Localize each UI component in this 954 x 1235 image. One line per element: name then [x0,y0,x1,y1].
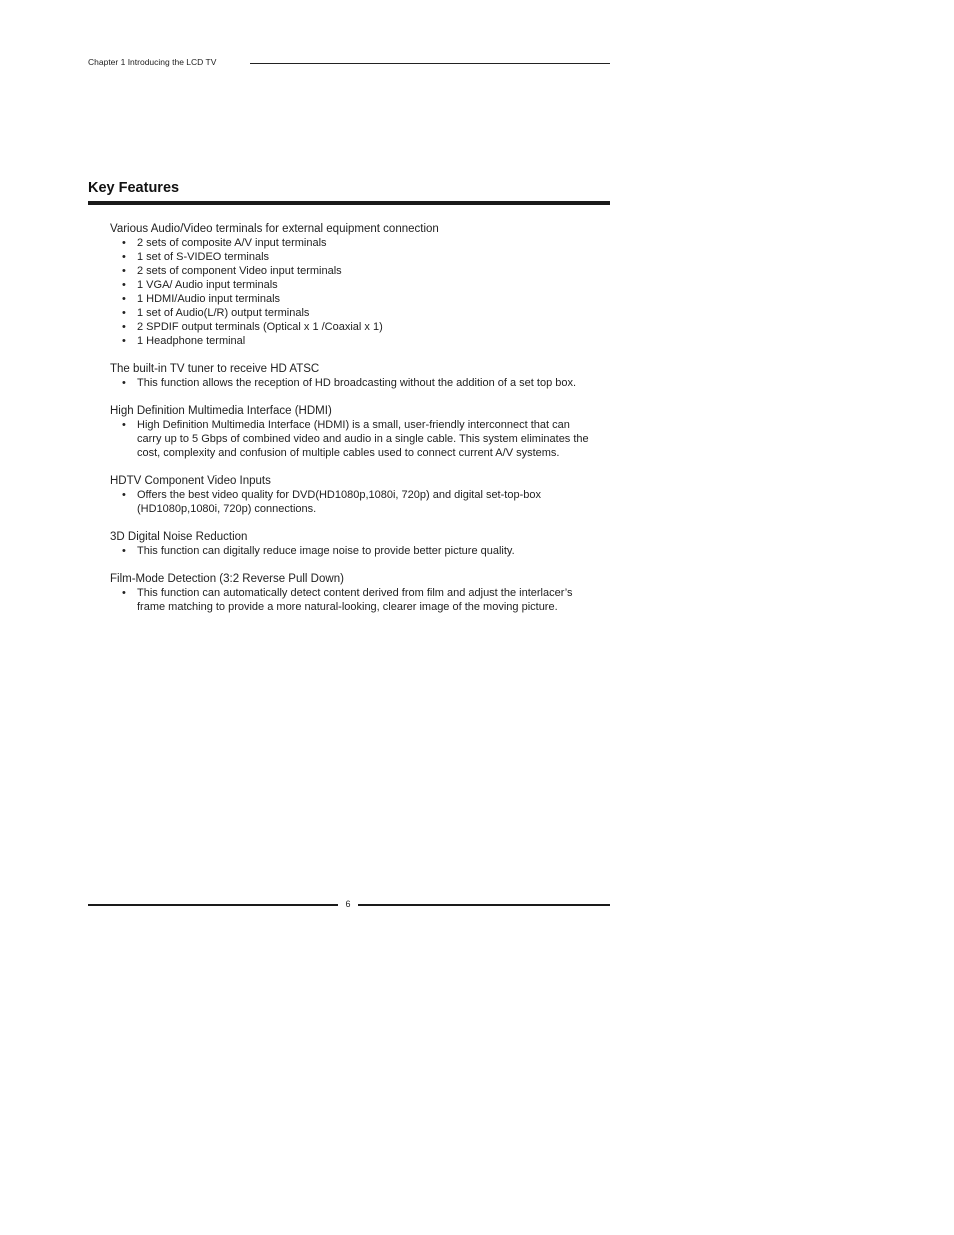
feature-group [110,362,590,390]
bullet-list [110,544,590,558]
feature-heading: The built-in TV tuner to receive HD ATSC [110,363,320,375]
bullet-list [110,488,590,516]
bullet-list [110,236,590,348]
bullet-item [110,236,590,250]
bullet-item [110,278,590,292]
bullet-text: 1 set of Audio(L/R) output terminals [137,307,310,319]
bullet-dot-icon: • [122,321,126,333]
bullet-dot-icon: • [122,293,126,305]
bullet-dot-icon: • [122,237,126,249]
feature-heading: Film-Mode Detection (3:2 Reverse Pull Down) [110,573,344,585]
bullet-item [110,586,590,614]
bullet-item [110,376,590,390]
bullet-item [110,488,590,516]
bullet-dot-icon: • [122,279,126,291]
footer-rule-right [358,904,610,906]
page-number: 6 [345,899,351,909]
feature-group [110,474,590,516]
feature-heading: 3D Digital Noise Reduction [110,531,248,543]
bullet-text: This function can automatically detect content derived from film and adjust the interlacer’s frame matching to provide a more natural-looking, clearer image of the moving picture. [137,587,573,613]
bullet-text: 1 Headphone terminal [137,335,246,347]
page-footer [88,898,610,912]
bullet-text: 2 sets of composite A/V input terminals [137,237,327,249]
bullet-item [110,544,590,558]
feature-group [110,530,590,558]
bullet-text: This function allows the reception of HD broadcasting without the addition of a set top box. [137,377,577,389]
bullet-item [110,292,590,306]
bullet-text: This function can digitally reduce image noise to provide better picture quality. [137,545,515,557]
features-content [110,222,590,628]
bullet-list [110,376,590,390]
bullet-item [110,250,590,264]
bullet-dot-icon: • [122,419,126,431]
bullet-text: 1 VGA/ Audio input terminals [137,279,278,291]
bullet-text: Offers the best video quality for DVD(HD1080p,1080i, 720p) and digital set-top-box (HD1080p,1080i, 720p) connections. [137,489,541,515]
bullet-item [110,320,590,334]
feature-group [110,222,590,348]
bullet-item [110,334,590,348]
bullet-item [110,306,590,320]
bullet-dot-icon: • [122,489,126,501]
feature-heading: High Definition Multimedia Interface (HDMI) [110,405,332,417]
bullet-text: High Definition Multimedia Interface (HDMI) is a small, user-friendly interconnect that can carry up to 5 Gbps of combined video and audio in a single cable. This system eliminates the cost, complexity and confusion of multiple cables used to connect current A/V systems. [137,419,589,459]
bullet-text: 1 set of S-VIDEO terminals [137,251,270,263]
bullet-dot-icon: • [122,377,126,389]
feature-group [110,404,590,460]
bullet-item [110,264,590,278]
bullet-dot-icon: • [122,545,126,557]
bullet-dot-icon: • [122,587,126,599]
bullet-dot-icon: • [122,265,126,277]
bullet-dot-icon: • [122,307,126,319]
title-rule [88,201,610,205]
bullet-dot-icon: • [122,251,126,263]
bullet-list [110,418,590,460]
feature-heading: Various Audio/Video terminals for external equipment connection [110,223,439,235]
bullet-list [110,586,590,614]
feature-heading: HDTV Component Video Inputs [110,475,271,487]
header-rule [250,63,610,64]
bullet-item [110,418,590,460]
footer-rule-left [88,904,338,906]
bullet-text: 2 sets of component Video input terminals [137,265,342,277]
bullet-dot-icon: • [122,335,126,347]
feature-group [110,572,590,614]
bullet-text: 2 SPDIF output terminals (Optical x 1 /Coaxial x 1) [137,321,383,333]
page-header [88,57,610,71]
bullet-text: 1 HDMI/Audio input terminals [137,293,281,305]
chapter-label: Chapter 1 Introducing the LCD TV [88,57,217,67]
section-title: Key Features [88,180,180,196]
